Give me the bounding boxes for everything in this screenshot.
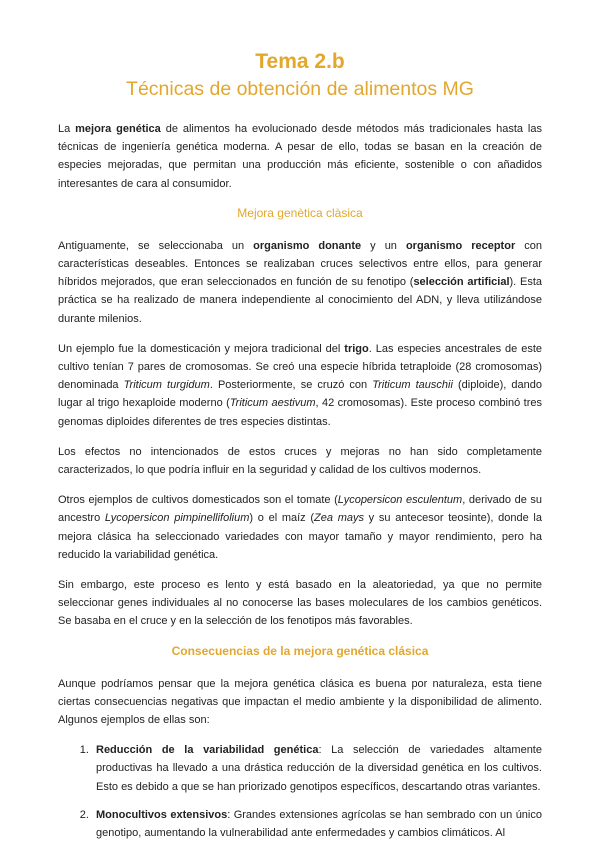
document-title: Tema 2.b [255, 50, 345, 73]
paragraph-otros-ejemplos: Otros ejemplos de cultivos domesticados son el tomate (Lycopersicon esculentum, derivado de su ancestro Lycopersicon pimpinellifolium) o el maíz (Zea mays y su antecesor teosinte), donde la mejora clásica ha seleccionado variedades con mayor tamaño y mayor rendimiento, pero ha reducido la variabilidad genética. [58, 494, 543, 561]
paragraph-trigo: Un ejemplo fue la domesticación y mejora tradicional del trigo. Las especies ancestrales de este cultivo tenían 7 pares de cromosomas. Se creó una especie híbrida tetraploide (28 cromosomas) denominada Triticum turgidum. Posteriormente, se cruzó con Triticum tauschii (diploide), dando lugar al trigo hexaploide moderno (Triticum aestivum, 42 cromosomas). Este proceso combinó tres genomas diploides diferentes de tres especies distintas. [58, 342, 543, 428]
list-item: 2. Monocultivos extensivos: Grandes extensiones agrícolas se han sembrado con un único genotipo, aumentando la vulnerabilidad ante enfermedades y cambios climáticos. Al [92, 806, 542, 842]
consequences-list [58, 741, 542, 842]
paragraph-sin-embargo: Sin embargo, este proceso es lento y está basado en la aleatoriedad, ya que no permite seleccionar genes individuales al no conocerse las bases moleculares de los cambios genéticos. Se basaba en el cruce y en la selección de los fenotipos más favorables. [58, 579, 542, 628]
list-item: 1. Reducción de la variabilidad genética: La selección de variedades altamente productivas ha llevado a una drástica reducción de la diversidad genética en los cultivos. Esto es debido a que se han priorizado genotipos específicos, descartando otras variantes. [92, 741, 542, 796]
paragraph-donante-receptor: Antiguamente, se seleccionaba un organismo donante y un organismo receptor con características deseables. Entonces se realizaban cruces selectivos entre ellos, para generar híbridos mejorados, que eran seleccionados en función de su fenotipo (selección artificial). Esta práctica se ha realizado de manera independiente al conocimiento del ADN, y lleva utilizándose durante milenios. [58, 239, 542, 325]
intro-paragraph: La mejora genética de alimentos ha evolucionado desde métodos más tradicionales hasta las técnicas de ingeniería genética moderna. A pesar de ello, todas se basan en la creación de especies mejoradas, que permitan una producción más eficiente, sostenible o con añadidos interesantes de cara al consumidor. [58, 123, 542, 190]
paragraph-consecuencias-intro: Aunque podríamos pensar que la mejora genética clásica es buena por naturaleza, esta tiene ciertas consecuencias negativas que impactan el medio ambiente y la disponibilidad de alimento. Algunos ejemplos de ellas son: [58, 677, 542, 727]
document-subtitle: Técnicas de obtención de alimentos MG [126, 78, 474, 100]
section-heading-consecuencias: Consecuencias de la mejora genética clásica [171, 643, 429, 658]
paragraph-efectos: Los efectos no intencionados de estos cruces y mejoras no han sido completamente caracterizados, lo que podría influir en la seguridad y calidad de los cultivos modernos. [58, 445, 542, 477]
section-heading-mejora-clasica: Mejora genètica clàsica [237, 205, 363, 220]
